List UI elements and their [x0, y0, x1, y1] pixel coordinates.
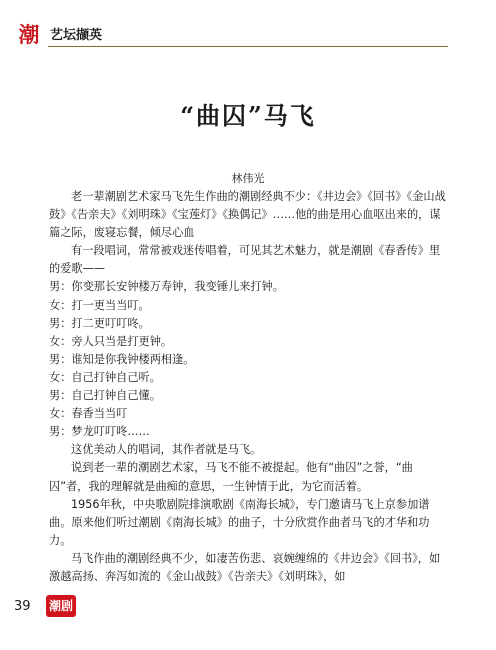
dialogue-line: 男：自己打钟自己懂。: [49, 389, 161, 403]
page-footer: [0, 595, 496, 635]
page-header: [0, 0, 496, 60]
section-title: 艺坛撷英: [50, 28, 103, 43]
paragraph: 说到老一辈的潮剧艺术家，马飞不能不被提起。他有“曲囚”之誉，“曲囚”者，我的理解就是曲痴的意思，一生钟情于此，为它而活着。: [49, 461, 413, 493]
page-number: 39: [14, 599, 31, 614]
dialogue-line: 女：自己打钟自己听。: [49, 370, 161, 384]
article-body: [49, 188, 447, 586]
magazine-badge: 潮剧: [46, 595, 76, 617]
paragraph: 马飞作曲的潮剧经典不少，如凄苦伤悲、哀婉缠绵的《井边会》《回书》，如激越高扬、奔泻如流的《金山战鼓》《告亲夫》《刘明珠》，如: [49, 551, 441, 583]
dialogue-line: 男：打二更叮叮咚。: [49, 316, 150, 330]
dialogue-line: 男：梦龙叮叮咚……: [49, 425, 150, 439]
paragraph: 这优美动人的唱词，其作者就是马飞。: [71, 443, 262, 457]
paragraph: 有一段唱词，常常被戏迷传唱着，可见其艺术魅力，就是潮剧《春香传》里的爱歌——: [49, 244, 441, 276]
header-rule: [48, 46, 448, 47]
magazine-logo: 潮: [18, 22, 40, 47]
dialogue-line: 男：谁知是你我钟楼两相逢。: [49, 352, 195, 366]
article-title: “曲囚”马飞: [180, 101, 316, 130]
dialogue-line: 女：旁人只当是打更钟。: [49, 334, 173, 348]
paragraph: 老一辈潮剧艺术家马飞先生作曲的潮剧经典不少：《井边会》《回书》《金山战鼓》《告亲夫》《刘明珠》《宝莲灯》《换偶记》……他的曲是用心血呕出来的，谋篇之际，废寝忘餐，倾尽心血: [49, 190, 446, 240]
dialogue-line: 男：你变那长安钟楼万寿钟，我变锤儿来打钟。: [49, 280, 284, 294]
dialogue-line: 女：春香当当叮: [49, 407, 128, 421]
paragraph: 1956年秋，中央歌剧院排演歌剧《南海长城》，专门邀请马飞上京参加谱曲。原来他们听过潮剧《南海长城》的曲子，十分欣赏作曲者马飞的才华和功力。: [49, 497, 430, 547]
dialogue-line: 女：打一更当当叮。: [49, 298, 150, 312]
author-name: 林伟光: [231, 172, 265, 185]
